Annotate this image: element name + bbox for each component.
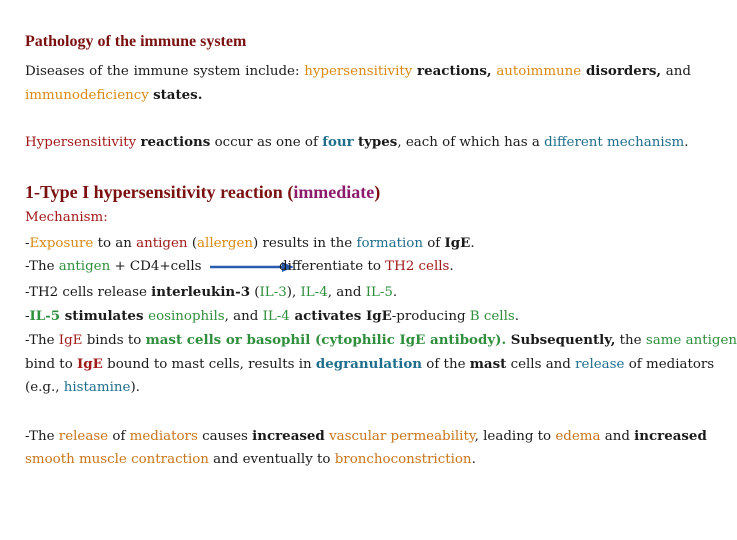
term-increased: increased (252, 428, 325, 444)
text: . (471, 452, 476, 467)
text: -producing (391, 309, 470, 324)
term-different: different (544, 135, 603, 150)
intro-line-2 (25, 87, 202, 103)
text: of the (422, 357, 470, 372)
term-mechanism: mechanism (607, 135, 685, 150)
term-allergen: allergen (197, 236, 254, 251)
text: cells and (506, 357, 576, 372)
text: , and (224, 309, 263, 324)
term-degranulation: degranulation (315, 356, 423, 372)
text: (e.g., (25, 380, 64, 395)
term-differentiate: differentiate (279, 259, 364, 274)
mechanism-line-5 (25, 332, 737, 348)
mechanism-line-1 (25, 235, 475, 251)
term-same-antigen: same antigen (645, 333, 737, 348)
mechanism-line-4 (25, 308, 519, 324)
heading-suffix: ) (374, 182, 381, 202)
term-il3: IL-3 (259, 285, 287, 300)
word-and: and (665, 64, 691, 79)
term-states: states. (153, 87, 203, 103)
text: ). (130, 380, 140, 395)
term-autoimmune: autoimmune (496, 64, 582, 79)
term-il5-2: IL-5 (29, 308, 61, 324)
term-b-cells: B cells (469, 309, 515, 324)
page-title: Pathology of the immune system (25, 33, 247, 50)
text: , and (327, 285, 366, 300)
term-interleukin-3: interleukin-3 (151, 284, 251, 300)
term-ige-3: IgE (58, 333, 83, 348)
term-ige: IgE (444, 235, 471, 251)
text: ), (286, 285, 301, 300)
text: . (449, 259, 454, 274)
term-il5: IL-5 (365, 285, 393, 300)
heading-prefix: 1-Type I hypersensitivity reaction ( (25, 182, 294, 202)
mechanism-line-9 (25, 452, 476, 467)
mechanism-line-3 (25, 284, 397, 300)
section-heading (25, 182, 380, 203)
term-exposure: Exposure (29, 236, 94, 251)
text: . (514, 309, 520, 324)
text: - (25, 309, 30, 324)
mechanism-label: Mechanism: (25, 210, 108, 225)
term-mediators: mediators (129, 429, 198, 444)
text-activates: activates (289, 308, 366, 324)
text-stimulates: stimulates (60, 308, 149, 324)
term-four: four (322, 134, 354, 150)
text: -The (25, 429, 59, 444)
term-hypersensitivity: hypersensitivity (304, 64, 413, 79)
text: ( (250, 285, 260, 300)
text: ) results in the (253, 236, 357, 251)
term-cytophilic: (cytophilic IgE antibody). (310, 332, 507, 348)
term-smooth-muscle: smooth muscle contraction (25, 452, 209, 467)
types-dot: . (684, 135, 689, 150)
text: -The (25, 259, 59, 274)
types-text-2: , each of which has a (397, 135, 545, 150)
mechanism-line-6 (25, 356, 715, 372)
term-il4-2: IL-4 (262, 309, 290, 324)
text: and eventually to (208, 452, 335, 467)
term-mast-cells: mast cells or basophil (145, 332, 311, 348)
text: binds to (82, 333, 146, 348)
text: to (363, 259, 386, 274)
text: -The (25, 333, 59, 348)
text: causes (197, 429, 253, 444)
text: , leading to (474, 429, 556, 444)
text-subsequently: Subsequently, (506, 332, 616, 348)
term-increased-2: increased (634, 428, 707, 444)
text: . (392, 285, 398, 300)
term-edema: edema (555, 429, 601, 444)
term-types: types (357, 134, 398, 150)
text: of (422, 236, 445, 251)
text: . (470, 236, 475, 251)
heading-immediate: immediate (293, 182, 375, 202)
text: ( (187, 236, 198, 251)
mechanism-line-2 (25, 259, 202, 274)
term-release: release (575, 357, 625, 372)
term-th2-cells: TH2 cells (385, 259, 450, 274)
text: of mediators (624, 357, 715, 372)
term-release-2: release (58, 429, 109, 444)
term-bronchoconstriction: bronchoconstriction (334, 452, 472, 467)
types-line (25, 134, 689, 150)
term-permeability: permeability (390, 429, 475, 444)
term-eosinophils: eosinophils (148, 309, 225, 324)
term-histamine: histamine (63, 380, 131, 395)
text: bind to (25, 357, 78, 372)
term-antigen-2: antigen (58, 259, 111, 274)
term-disorders: disorders, (585, 63, 662, 79)
term-reactions: reactions, (417, 63, 492, 79)
term-vascular: vascular (329, 429, 387, 444)
term-formation: formation (356, 236, 423, 251)
dash: - (25, 236, 30, 251)
intro-text: Diseases of the immune system include: (25, 64, 305, 79)
text: the (615, 333, 646, 348)
term-mast: mast (469, 356, 507, 372)
term-reactions-2: reactions (140, 134, 211, 150)
text-cd4: + CD4+cells (110, 259, 202, 274)
intro-line-1 (25, 63, 691, 79)
mechanism-line-2b (279, 259, 454, 274)
term-hypersensitivity-2: Hypersensitivity (25, 135, 137, 150)
text: to an (93, 236, 137, 251)
term-ige-4: IgE (77, 356, 103, 372)
term-ige-2: IgE (365, 308, 392, 324)
term-immunodeficiency: immunodeficiency (25, 88, 149, 103)
types-text: occur as one of (210, 135, 323, 150)
term-il4: IL-4 (300, 285, 328, 300)
mechanism-line-8 (25, 428, 707, 444)
text: and (600, 429, 635, 444)
term-antigen: antigen (136, 236, 188, 251)
text: bound to mast cells, results in (102, 357, 316, 372)
text: of (108, 429, 130, 444)
mechanism-line-7 (25, 380, 140, 395)
text: -TH2 cells release (25, 285, 152, 300)
